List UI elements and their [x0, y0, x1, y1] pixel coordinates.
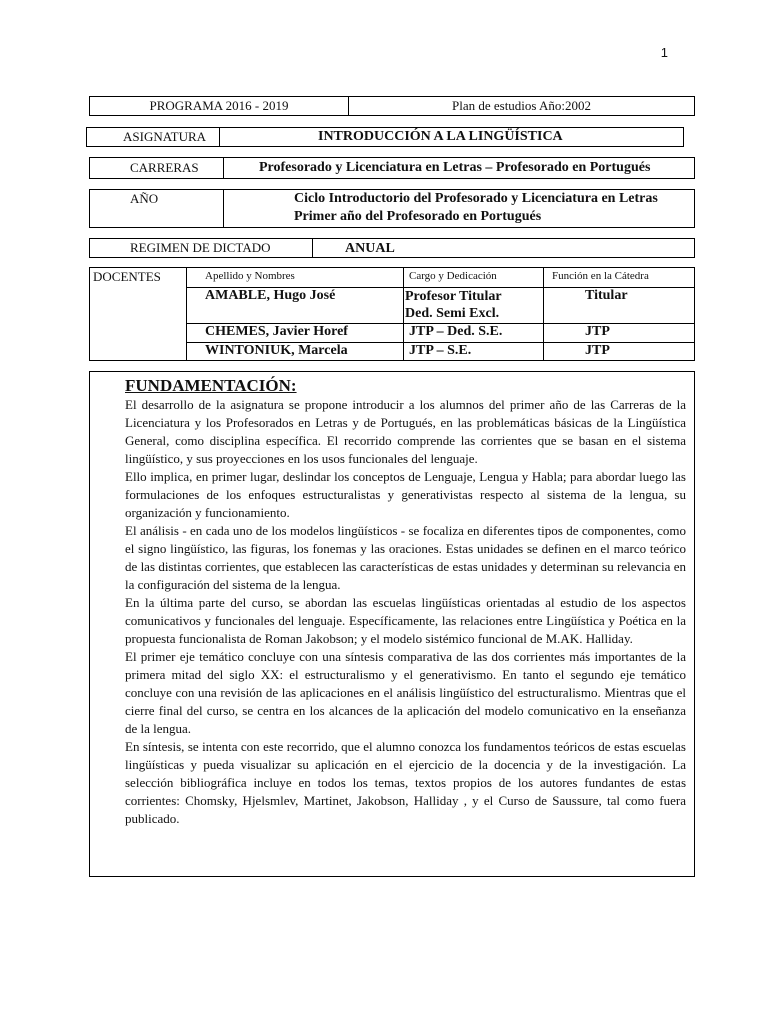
col-divider-1 [403, 268, 404, 360]
regimen-row [89, 238, 695, 258]
col-divider-2 [543, 268, 544, 360]
docente-nombre-3: WINTONIUK, Marcela [205, 343, 348, 358]
header-nombres: Apellido y Nombres [205, 270, 295, 282]
regimen-label: REGIMEN DE DICTADO [130, 240, 271, 255]
docentes-table [89, 267, 695, 361]
page-number: 1 [660, 45, 668, 60]
programa-row [89, 96, 695, 116]
docente-cargo-1-line-2: Ded. Semi Excl. [405, 306, 500, 321]
anio-label: AÑO [130, 191, 159, 206]
docente-funcion-2: JTP [585, 324, 610, 339]
docente-cargo-1 [405, 288, 502, 322]
anio-value [223, 190, 694, 227]
fundamentacion-paragraph: Ello implica, en primer lugar, deslindar los conceptos de Lenguaje, Lengua y Habla; para abordar luego las formulaciones de los enfoques estructuralistas y generativistas respecto al sistema de la lengua, su organización y funcionamiento. [125, 469, 686, 520]
docente-cargo-1-line-1: Profesor Titular [405, 289, 502, 304]
asignatura-value: INTRODUCCIÓN A LA LINGÜÍSTICA [219, 128, 683, 146]
anio-line-2: Primer año del Profesorado en Portugués [294, 209, 542, 224]
header-funcion: Función en la Cátedra [552, 270, 649, 282]
fundamentacion-section [89, 371, 695, 877]
anio-line-1: Ciclo Introductorio del Profesorado y Licenciatura en Letras [294, 191, 658, 206]
docente-funcion-3: JTP [585, 343, 610, 358]
docentes-label: DOCENTES [93, 269, 161, 284]
docente-nombre-1: AMABLE, Hugo José [205, 288, 336, 303]
fundamentacion-title: FUNDAMENTACIÓN: [125, 376, 297, 395]
docentes-grid [186, 268, 694, 360]
fundamentacion-paragraph: El primer eje temático concluye con una síntesis comparativa de las dos corrientes más importantes de la primera mitad del siglo XX: el estructuralismo y el generativismo. En tanto el segundo eje temático concluye con una revisión de las aplicaciones en el análisis lingüístico del estructuralismo. Mientras que el cierre final del curso, se centra en los alcances de la aplicación del modelo comunicativo en la enseñanza de la lengua. [125, 649, 686, 736]
plan-label: Plan de estudios Año:2002 [348, 97, 694, 115]
docente-funcion-1: Titular [585, 288, 628, 303]
regimen-value: ANUAL [312, 239, 694, 257]
docente-nombre-2: CHEMES, Javier Horef [205, 324, 348, 339]
programa-label: PROGRAMA 2016 - 2019 [149, 98, 289, 113]
fundamentacion-paragraph: El análisis - en cada uno de los modelos lingüísticos - se focaliza en diferentes tipos de componentes, como el signo lingüístico, las figuras, los fonemas y las oraciones. Estas unidades se definen en el marco teórico de las distintas corrientes, que establecen las características de estas unidades y determinan su relevancia en la configuración del sistema de la lengua. [125, 523, 686, 592]
asignatura-label: ASIGNATURA [123, 129, 207, 144]
docente-cargo-3: JTP – S.E. [409, 343, 472, 358]
docente-cargo-2: JTP – Ded. S.E. [409, 324, 503, 339]
header-cargo: Cargo y Dedicación [409, 270, 497, 282]
carreras-row [89, 157, 695, 179]
fundamentacion-paragraph: En síntesis, se intenta con este recorrido, que el alumno conozca los fundamentos teóricos de estas escuelas lingüísticas y pueda visualizar su aplicación en el ejercicio de la docencia y de la investigación. La selección bibliográfica incluye en todos los temas, textos propios de los autores fundantes de estas corrientes: Chomsky, Hjelsmlev, Martinet, Jakobson, Halliday , y el Curso de Saussure, tal como fuera publicado. [125, 739, 686, 826]
fundamentacion-paragraph: El desarrollo de la asignatura se propone introducir a los alumnos del primer año de las Carreras de la Licenciatura y los Profesorados en Letras y de Portugués, en las problemáticas básicas de la Lingüística General, como disciplina específica. El recorrido comprende las corrientes que se basan en el sistema lingüístico, y sus proyecciones en los usos funcionales del lenguaje. [125, 397, 686, 466]
asignatura-row [86, 127, 684, 147]
carreras-value: Profesorado y Licenciatura en Letras – Profesorado en Portugués [223, 158, 694, 178]
anio-row [89, 189, 695, 228]
fundamentacion-paragraph: En la última parte del curso, se abordan las escuelas lingüísticas orientadas al estudio de los aspectos comunicativos y funcionales del lenguaje. Específicamente, las relaciones entre Lingüística y Poética en la propuesta funcionalista de Roman Jakobson; y el modelo sistémico funcional de M.AK. Halliday. [125, 595, 686, 646]
carreras-label: CARRERAS [130, 160, 199, 175]
